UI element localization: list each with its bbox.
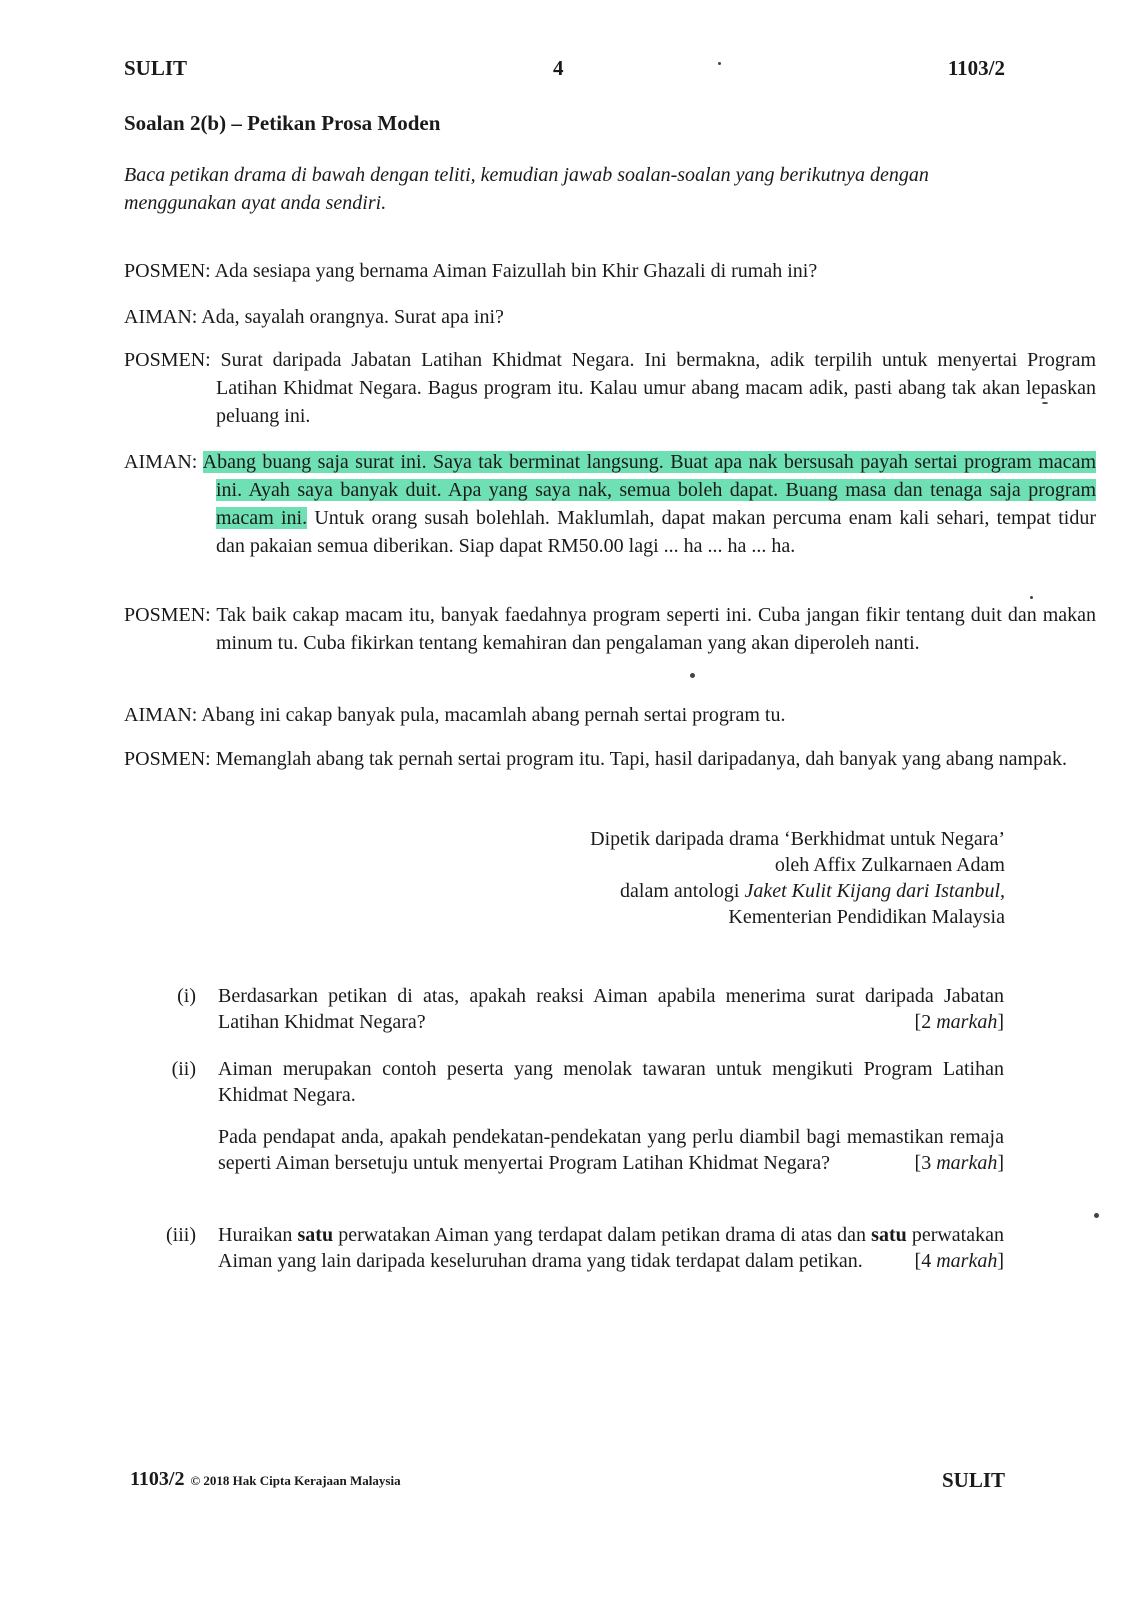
dialogue-text: Memanglah abang tak pernah sertai program itu. Tapi, hasil daripadanya, dah banyak yang abang nampak. (215, 748, 1067, 770)
scan-speck (690, 673, 695, 678)
credit-line: oleh Affix Zulkarnaen Adam (774, 854, 1005, 876)
question-item (124, 983, 1004, 1035)
dialogue-text: Tak baik cakap macam itu, banyak faedahnya program seperti ini. Cuba jangan fikir tentang duit dan makan minum tu. Cuba fikirkan tentang kemahiran dan pengalaman yang akan diperoleh nanti. (216, 604, 1097, 654)
question-title: Soalan 2(b) – Petikan Prosa Moden (124, 111, 441, 135)
dialogue-line (124, 701, 1096, 729)
speaker-label: POSMEN: (124, 349, 211, 371)
marks-label: [2 markah] (914, 1011, 1004, 1033)
question-item (124, 1222, 1004, 1274)
speaker-label: POSMEN: (124, 260, 211, 282)
question-text: Aiman merupakan contoh peserta yang menolak tawaran untuk mengikuti Program Latihan Khidmat Negara. (218, 1058, 1004, 1106)
anthology-title: Jaket Kulit Kijang dari Istanbul, (744, 880, 1005, 902)
question-text: Huraikan satu perwatakan Aiman yang terdapat dalam petikan drama di atas dan satu perwatakan Aiman yang lain daripada keseluruhan drama yang tidak terdapat dalam petikan. [4 markah] (218, 1224, 1004, 1272)
speaker-label: AIMAN: (124, 451, 198, 473)
question-number: (iii) (166, 1224, 196, 1246)
question-text: Pada pendapat anda, apakah pendekatan-pendekatan yang perlu diambil bagi memastikan remaja seperti Aiman bersetuju untuk menyertai Program Latihan Khidmat Negara? [3 markah] (218, 1126, 1004, 1174)
marks-label: [3 markah] (914, 1152, 1004, 1174)
question-number: (i) (177, 985, 196, 1007)
highlighted-text: Abang buang saja surat ini. Saya tak berminat langsung. Buat apa nak bersusah payah sertai program macam ini. Ayah saya banyak duit. Apa yang saya nak, semua boleh dapat. Buang masa dan tenaga saja program macam ini. (202, 451, 1096, 529)
question-text: Berdasarkan petikan di atas, apakah reaksi Aiman apabila menerima surat daripada Jabatan Latihan Khidmat Negara? [2 markah] (218, 985, 1004, 1033)
footer-copyright: © 2018 Hak Cipta Kerajaan Malaysia (190, 1473, 401, 1488)
header-classification: SULIT (124, 56, 188, 80)
dialogue-line (124, 448, 1096, 560)
dialogue-text: Ada, sayalah orangnya. Surat apa ini? (201, 306, 504, 328)
footer-classification: SULIT (941, 1468, 1005, 1492)
scan-speck (718, 62, 721, 65)
instruction-text: Baca petikan drama di bawah dengan teliti, kemudian jawab soalan-soalan yang berikutnya dengan menggunakan ayat anda sendiri. (124, 164, 929, 214)
scan-speck (1030, 596, 1033, 599)
question-item (124, 1056, 1004, 1176)
dialogue-line (124, 303, 1096, 331)
dialogue-text: Ada sesiapa yang bernama Aiman Faizullah bin Khir Ghazali di rumah ini? (214, 260, 818, 282)
dialogue-line (124, 601, 1096, 657)
dialogue-text: Untuk orang susah bolehlah. Maklumlah, dapat makan percuma enam kali sehari, tempat tidur dan pakaian semua diberikan. Siap dapat RM50.00 lagi ... ha ... ha ... ha. (216, 507, 1097, 557)
speaker-label: POSMEN: (124, 748, 211, 770)
header-page-number: 4 (553, 56, 564, 80)
credit-line: dalam antologi Jaket Kulit Kijang dari Istanbul, (620, 880, 1005, 902)
speaker-label: AIMAN: (124, 306, 198, 328)
dialogue-line (124, 257, 1096, 285)
scan-speck (1042, 402, 1048, 404)
marks-label: [4 markah] (914, 1250, 1004, 1272)
credit-line: Kementerian Pendidikan Malaysia (728, 906, 1005, 928)
footer-left (130, 1468, 401, 1491)
header-paper-code: 1103/2 (947, 56, 1005, 80)
dialogue-line (124, 745, 1096, 773)
source-credit (590, 826, 1005, 930)
question-number: (ii) (171, 1058, 196, 1080)
footer-code: 1103/2 (130, 1468, 185, 1490)
scan-speck (1094, 1213, 1099, 1218)
dialogue-line (124, 346, 1096, 430)
speaker-label: POSMEN: (124, 604, 211, 626)
credit-line: Dipetik daripada drama ‘Berkhidmat untuk Negara’ (590, 828, 1005, 850)
dialogue-text: Surat daripada Jabatan Latihan Khidmat Negara. Ini bermakna, adik terpilih untuk menyertai Program Latihan Khidmat Negara. Bagus program itu. Kalau umur abang macam adik, pasti abang tak akan lepaskan peluang ini. (216, 349, 1097, 427)
dialogue-text: Abang ini cakap banyak pula, macamlah abang pernah sertai program tu. (201, 704, 786, 726)
speaker-label: AIMAN: (124, 704, 198, 726)
